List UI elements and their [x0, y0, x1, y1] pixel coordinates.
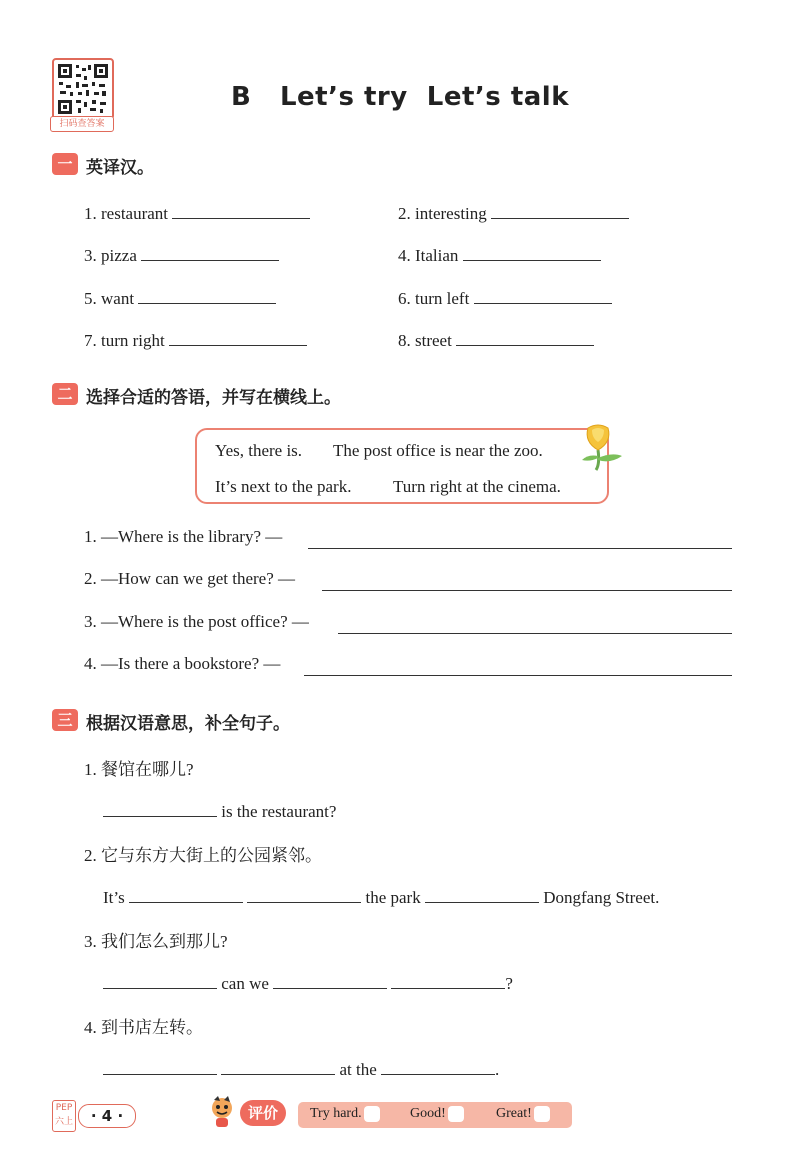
eval-good[interactable]: Good! — [410, 1106, 464, 1122]
option-2: The post office is near the zoo. — [333, 441, 543, 460]
answer-blank[interactable] — [169, 327, 307, 346]
option-4: Turn right at the cinema. — [393, 477, 561, 496]
answer-blank[interactable] — [141, 242, 279, 261]
eval-great[interactable]: Great! — [496, 1106, 550, 1122]
answer-blank[interactable] — [491, 200, 629, 219]
answer-line-1[interactable] — [308, 548, 732, 549]
checkbox-icon[interactable] — [364, 1106, 380, 1122]
answer-blank[interactable] — [273, 970, 387, 989]
option-3: It’s next to the park. — [215, 477, 352, 496]
edition-tag: PEP 六上 — [52, 1100, 76, 1132]
section-1-badge: 一 — [52, 153, 78, 175]
vocab-item-3: 3. pizza — [84, 242, 279, 266]
vocab-item-1: 1. restaurant — [84, 200, 310, 224]
answer-line-2[interactable] — [322, 590, 732, 591]
section-3-title: 根据汉语意思，补全句子。 — [86, 714, 290, 734]
answer-line-4[interactable] — [304, 675, 732, 676]
answer-blank[interactable] — [103, 798, 217, 817]
answer-line-3[interactable] — [338, 633, 732, 634]
answer-blank[interactable] — [138, 285, 276, 304]
vocab-item-8: 8. street — [398, 327, 594, 351]
answer-blank[interactable] — [381, 1056, 495, 1075]
vocab-item-5: 5. want — [84, 285, 276, 309]
answer-blank[interactable] — [247, 884, 361, 903]
sentence-3: can we ? — [103, 970, 513, 994]
prompt-3: 3. 我们怎么到那儿? — [84, 932, 228, 951]
page-number: · 4 · — [78, 1104, 136, 1128]
prompt-2: 2. 它与东方大街上的公园紧邻。 — [84, 846, 322, 865]
section-2-badge: 二 — [52, 383, 78, 405]
answer-blank[interactable] — [474, 285, 612, 304]
page-title: B Let’s try Let’s talk — [230, 82, 570, 112]
question-3: 3. —Where is the post office? — — [84, 612, 309, 631]
answer-blank[interactable] — [456, 327, 594, 346]
section-3-badge: 三 — [52, 709, 78, 731]
qr-label: 扫码查答案 — [50, 116, 114, 132]
checkbox-icon[interactable] — [448, 1106, 464, 1122]
answer-blank[interactable] — [103, 970, 217, 989]
answer-blank[interactable] — [221, 1056, 335, 1075]
answer-blank[interactable] — [103, 1056, 217, 1075]
option-1: Yes, there is. — [215, 441, 303, 460]
answer-blank[interactable] — [425, 884, 539, 903]
question-2: 2. —How can we get there? — — [84, 569, 296, 588]
sentence-2: It’s the park Dongfang Street. — [103, 884, 659, 908]
sentence-1: is the restaurant? — [103, 798, 336, 822]
prompt-1: 1. 餐馆在哪儿? — [84, 760, 194, 779]
question-1: 1. —Where is the library? — — [84, 527, 283, 546]
section-1-title: 英译汉。 — [86, 158, 154, 178]
mascot-icon — [204, 1094, 240, 1134]
answer-blank[interactable] — [172, 200, 310, 219]
vocab-item-4: 4. Italian — [398, 242, 601, 266]
answer-blank[interactable] — [463, 242, 601, 261]
section-2-title: 选择合适的答语，并写在横线上。 — [86, 388, 341, 408]
answer-blank[interactable] — [391, 970, 505, 989]
vocab-item-7: 7. turn right — [84, 327, 307, 351]
eval-badge: 评价 — [240, 1100, 286, 1126]
prompt-4: 4. 到书店左转。 — [84, 1018, 203, 1037]
eval-try-hard[interactable]: Try hard. — [310, 1106, 380, 1122]
question-4: 4. —Is there a bookstore? — — [84, 654, 281, 673]
vocab-item-6: 6. turn left — [398, 285, 612, 309]
sentence-4: at the . — [103, 1056, 499, 1080]
vocab-item-2: 2. interesting — [398, 200, 629, 224]
answer-blank[interactable] — [129, 884, 243, 903]
checkbox-icon[interactable] — [534, 1106, 550, 1122]
flower-icon — [578, 420, 628, 476]
